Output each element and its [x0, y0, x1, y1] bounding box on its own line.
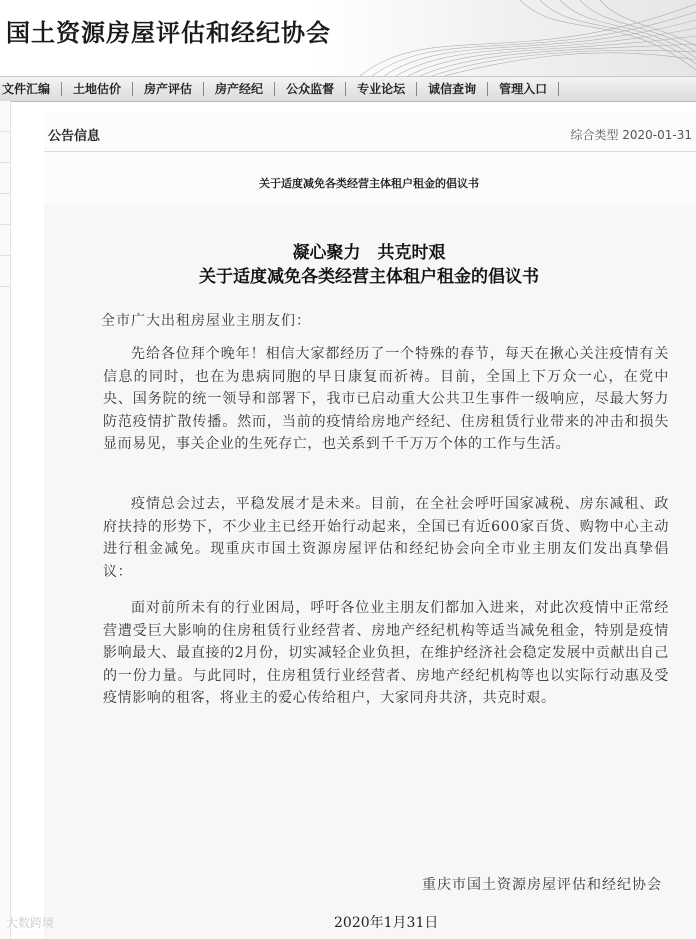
article-date: 2020年1月31日	[334, 915, 439, 931]
header-divider	[44, 151, 696, 152]
watermark: 大数跨境	[6, 916, 55, 930]
header-banner	[0, 0, 696, 76]
article-salutation: 全市广大出租房屋业主朋友们：	[101, 313, 311, 329]
left-sidebar-gutter	[0, 101, 11, 939]
notice-meta: 综合类型 2020-01-31	[570, 128, 692, 142]
content-panel	[44, 113, 696, 939]
article-title-line2: 关于适度减免各类经营主体租户租金的倡议书	[199, 267, 539, 287]
main-nav	[0, 76, 696, 102]
article-signature: 重庆市国土资源房屋评估和经纪协会	[422, 877, 662, 893]
nav-item-admin-login[interactable]: 管理入口	[499, 82, 548, 96]
nav-item-property-appraisal[interactable]: 房产评估	[144, 82, 193, 96]
article-body	[44, 205, 696, 939]
nav-item-property-brokerage[interactable]: 房产经纪	[215, 82, 264, 96]
notice-section-title: 公告信息	[48, 129, 101, 144]
notice-subtitle: 关于适度减免各类经营主体租户租金的倡议书	[259, 177, 479, 190]
article-paragraph: 面对前所未有的行业困局，呼吁各位业主朋友们都加入进来，对此次疫情中正常经营遭受巨大影响的住房租赁行业经营者、房地产经纪机构等适当减免租金，特别是疫情影响最大、最直接的2月份，切实减轻企业负担，在维护经济社会稳定发展中贡献出自己的一份力量。与此同时，住房租赁行业经营者、房地产经纪机构等也以实际行动惠及受疫情影响的租客，将业主的爱心传给租户，大家同舟共济，共克时艰。	[103, 600, 669, 706]
article-paragraph: 先给各位拜个晚年！相信大家都经历了一个特殊的春节，每天在揪心关注疫情有关信息的同时，也在为患病同胞的早日康复而祈祷。目前，全国上下万众一心，在党中央、国务院的统一领导和部署下，我市已启动重大公共卫生事件一级响应，尽最大努力防范疫情扩散传播。然而，当前的疫情给房地产经纪、住房租赁行业带来的冲击和损失显而易见，事关企业的生死存亡，也关系到千千万万个体的工作与生活。	[103, 346, 669, 452]
nav-item-forum[interactable]: 专业论坛	[357, 82, 406, 96]
nav-item-documents[interactable]: 文件汇编	[2, 82, 51, 96]
nav-item-credit-query[interactable]: 诚信查询	[428, 82, 477, 96]
nav-divider	[558, 82, 559, 96]
nav-item-public-supervision[interactable]: 公众监督	[286, 82, 335, 96]
nav-item-land-valuation[interactable]: 土地估价	[73, 82, 122, 96]
article-paragraph: 疫情总会过去，平稳发展才是未来。目前，在全社会呼吁国家减税、房东减租、政府扶持的形势下，不少业主已经开始行动起来，全国已有近600家百货、购物中心主动进行租金减免。现重庆市国土资源房屋评估和经纪协会向全市业主朋友们发出真挚倡议：	[103, 496, 669, 580]
notice-header	[44, 113, 696, 151]
article-title-line1: 凝心聚力 共克时艰	[292, 243, 446, 263]
site-title: 国土资源房屋评估和经纪协会	[6, 18, 331, 47]
